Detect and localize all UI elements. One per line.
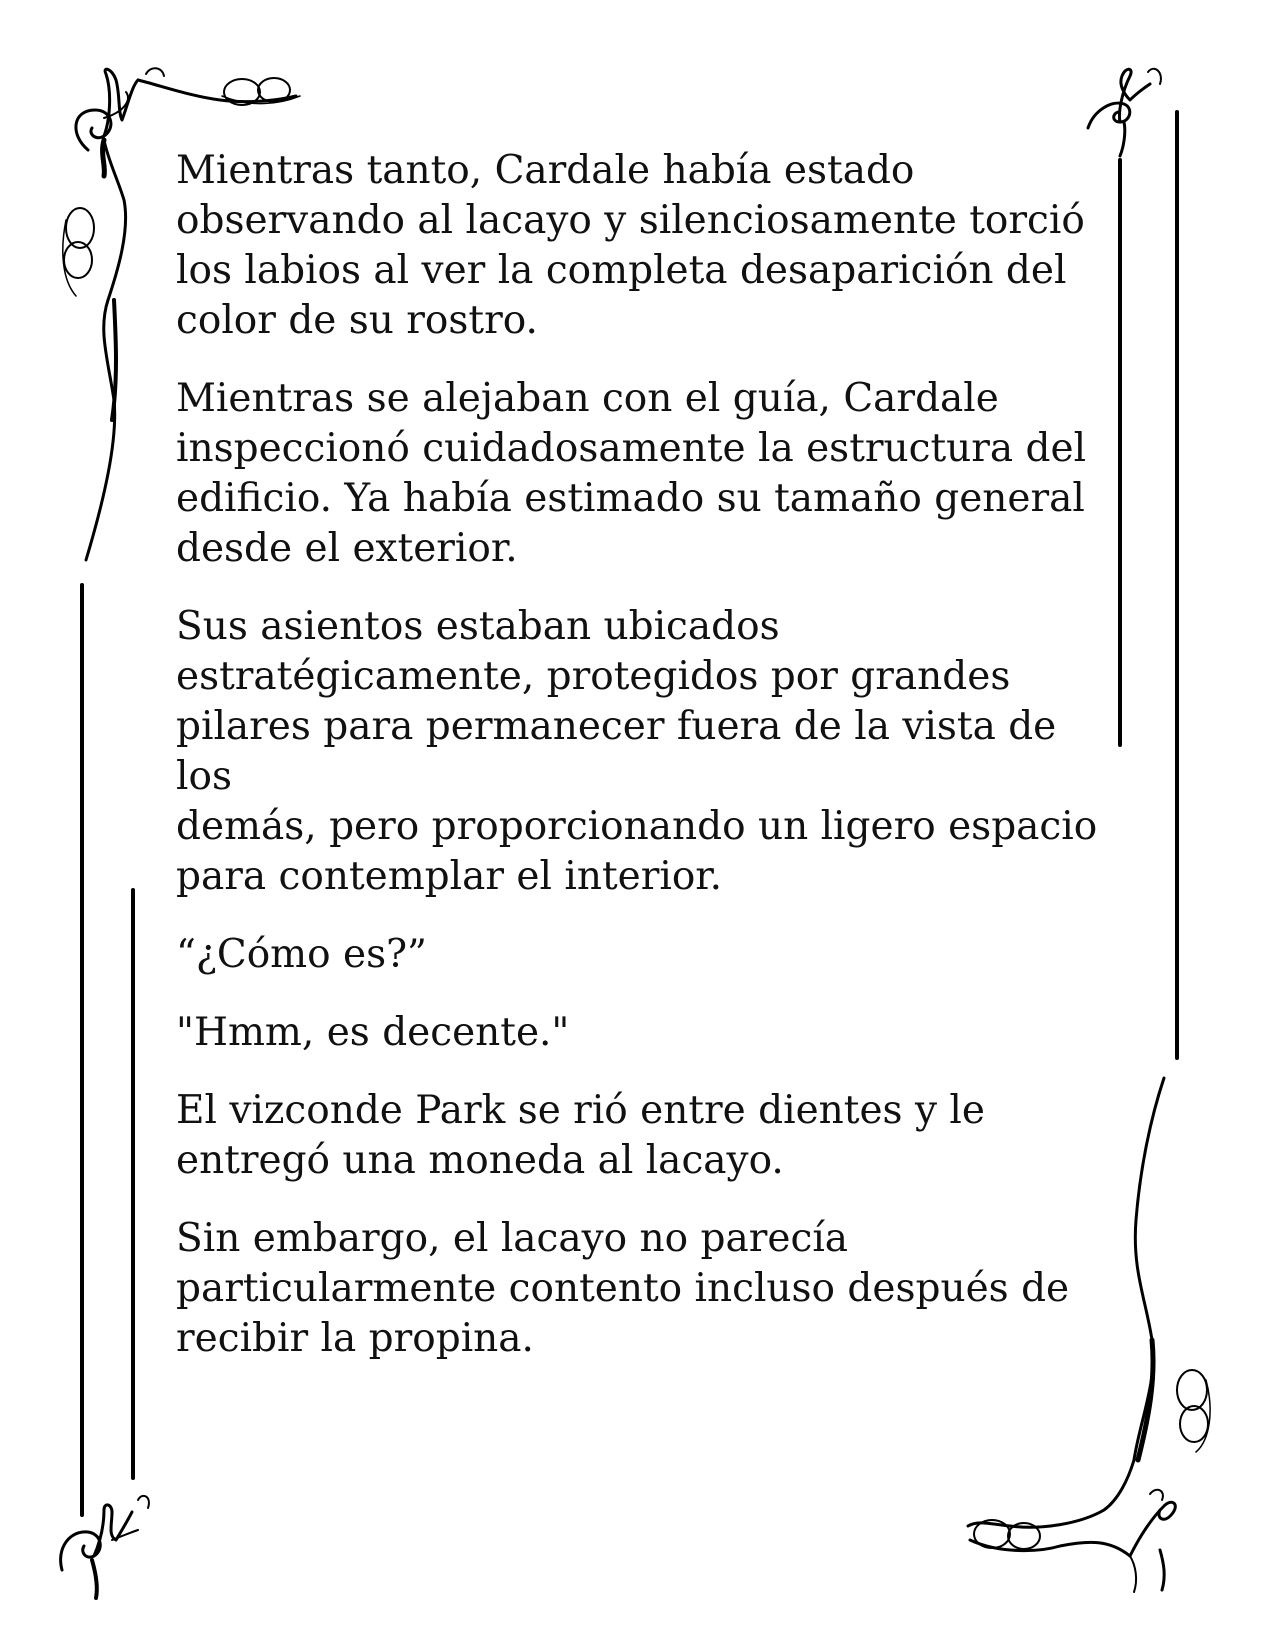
paragraph: Mientras tanto, Cardale había estado observando al lacayo y silenciosamente torció los labios al ver la completa desaparición del color de su rostro. [176,148,1085,343]
bottom-left-flourish [61,1496,149,1598]
dialogue-line: “¿Cómo es?” [176,932,427,977]
paragraph: Sus asientos estaban ubicados estratégicamente, protegidos por grandes pilares para permanecer fuera de la vista de los demás, pero proporcionando un ligero espacio para contemplar el interior. [176,604,1098,899]
paragraph: Mientras se alejaban con el guía, Cardale inspeccionó cuidadosamente la estructura del edificio. Ya había estimado su tamaño general desde el exterior. [176,376,1087,571]
paragraph: El vizconde Park se rió entre dientes y le entregó una moneda al lacayo. [176,1088,985,1183]
dialogue-line: "Hmm, es decente." [176,1010,570,1055]
story-text [176,146,1106,1392]
paragraph: Sin embargo, el lacayo no parecía particularmente contento incluso después de recibir la propina. [176,1216,1070,1361]
